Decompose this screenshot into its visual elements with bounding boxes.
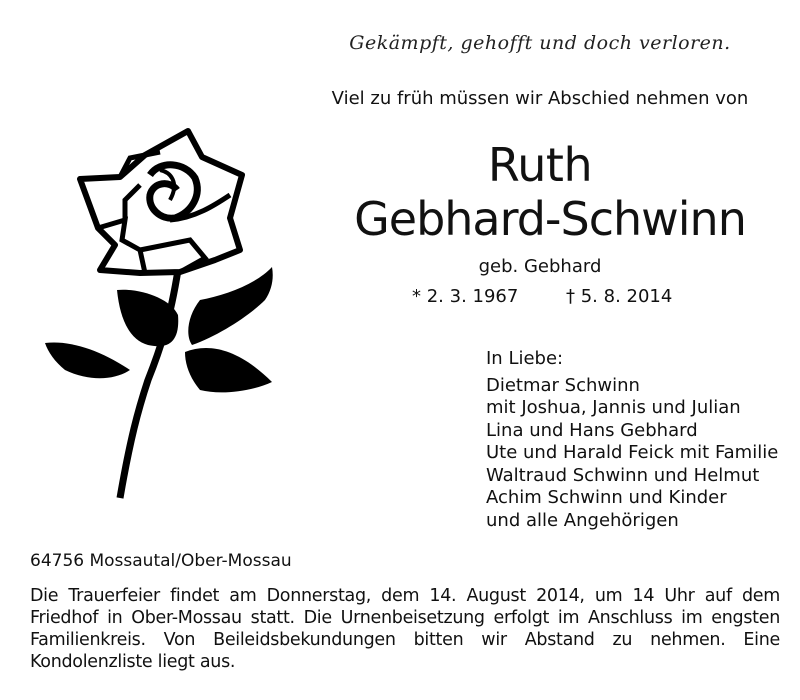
mourner: mit Joshua, Jannis und Julian (486, 397, 741, 418)
mourner: Achim Schwinn und Kinder (486, 487, 727, 508)
mourners-label: In Liebe: (486, 348, 564, 369)
intro-text: Viel zu früh müssen wir Abschied nehmen von (331, 88, 749, 109)
death-date: † 5. 8. 2014 (566, 286, 673, 307)
mourner: Ute und Harald Feick mit Familie (486, 442, 779, 463)
mourner: Waltraud Schwinn und Helmut (486, 464, 760, 486)
birth-name: geb. Gebhard (478, 256, 602, 277)
mourner: Dietmar Schwinn (486, 374, 640, 396)
deceased-first-name: Ruth (487, 138, 593, 192)
mourner: und alle Angehörigen (486, 509, 679, 531)
mourners-list (486, 348, 778, 532)
mourner: Lina und Hans Gebhard (486, 419, 698, 441)
rose-icon (20, 100, 320, 500)
location: 64756 Mossautal/Ober-Mossau (30, 551, 292, 571)
birth-date: * 2. 3. 1967 (412, 286, 519, 307)
funeral-notice: Die Trauerfeier findet am Donnerstag, dem 14. August 2014, um 14 Uhr auf dem Friedhof in Ober-Mossau statt. Die Urnenbeisetzung erfolgt im Anschluss im engsten Familienkreis. Von Beileidsbekundungen bitten wir Abstand zu nehmen. Eine Kondolenzliste liegt aus. (30, 586, 780, 672)
deceased-last-name: Gebhard-Schwinn (354, 192, 746, 246)
motto: Gekämpft, gehofft und doch verloren. (349, 32, 731, 54)
